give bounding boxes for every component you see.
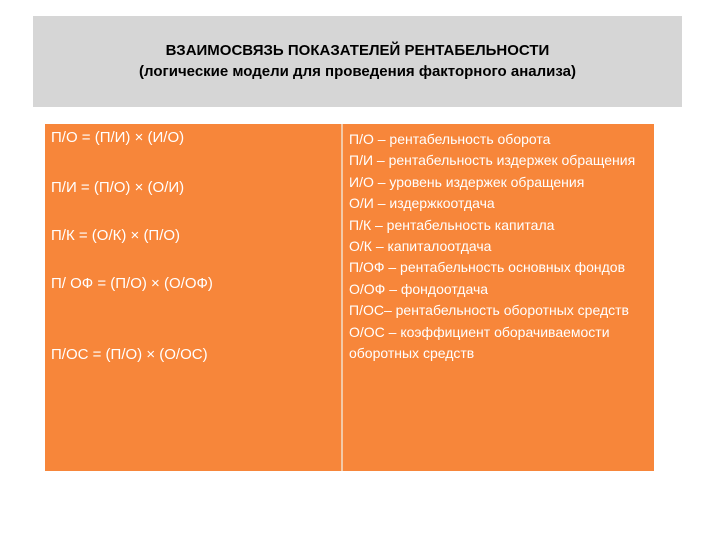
legend-item: П/ОФ – рентабельность основных фондов [349,259,626,276]
legend-item: П/И – рентабельность издержек обращения [349,152,636,169]
formula-item: П/ОС = (П/О) × (О/ОС) [51,346,208,363]
legend-item: И/О – уровень издержек обращения [349,173,585,190]
formulas-panel [45,124,341,471]
legend-item: О/ОФ – фондоотдача [349,280,489,297]
slide-subtitle: (логические модели для проведения факторного анализа) [139,63,576,80]
legend-item: О/ОС – коэффициент оборачиваемости оборотных средств [349,323,610,362]
formula-item: П/О = (П/И) × (И/О) [51,129,185,146]
formula-item: П/К = (О/К) × (П/О) [51,227,181,244]
legend-item: П/О – рентабельность оборота [349,131,551,147]
legend-item: О/И – издержкоотдача [349,195,495,212]
formula-item: П/ ОФ = (П/О) × (О/ОФ) [51,275,213,292]
slide-header [33,16,682,107]
slide-title: ВЗАИМОСВЯЗЬ ПОКАЗАТЕЛЕЙ РЕНТАБЕЛЬНОСТИ [165,42,550,59]
legend-panel [343,124,654,471]
legend-item: О/К – капиталоотдача [349,238,492,255]
formula-item: П/И = (П/О) × (О/И) [51,179,185,196]
legend-item: П/ОС– рентабельность оборотных средств [349,302,629,319]
legend-item: П/К – рентабельность капитала [349,216,555,233]
